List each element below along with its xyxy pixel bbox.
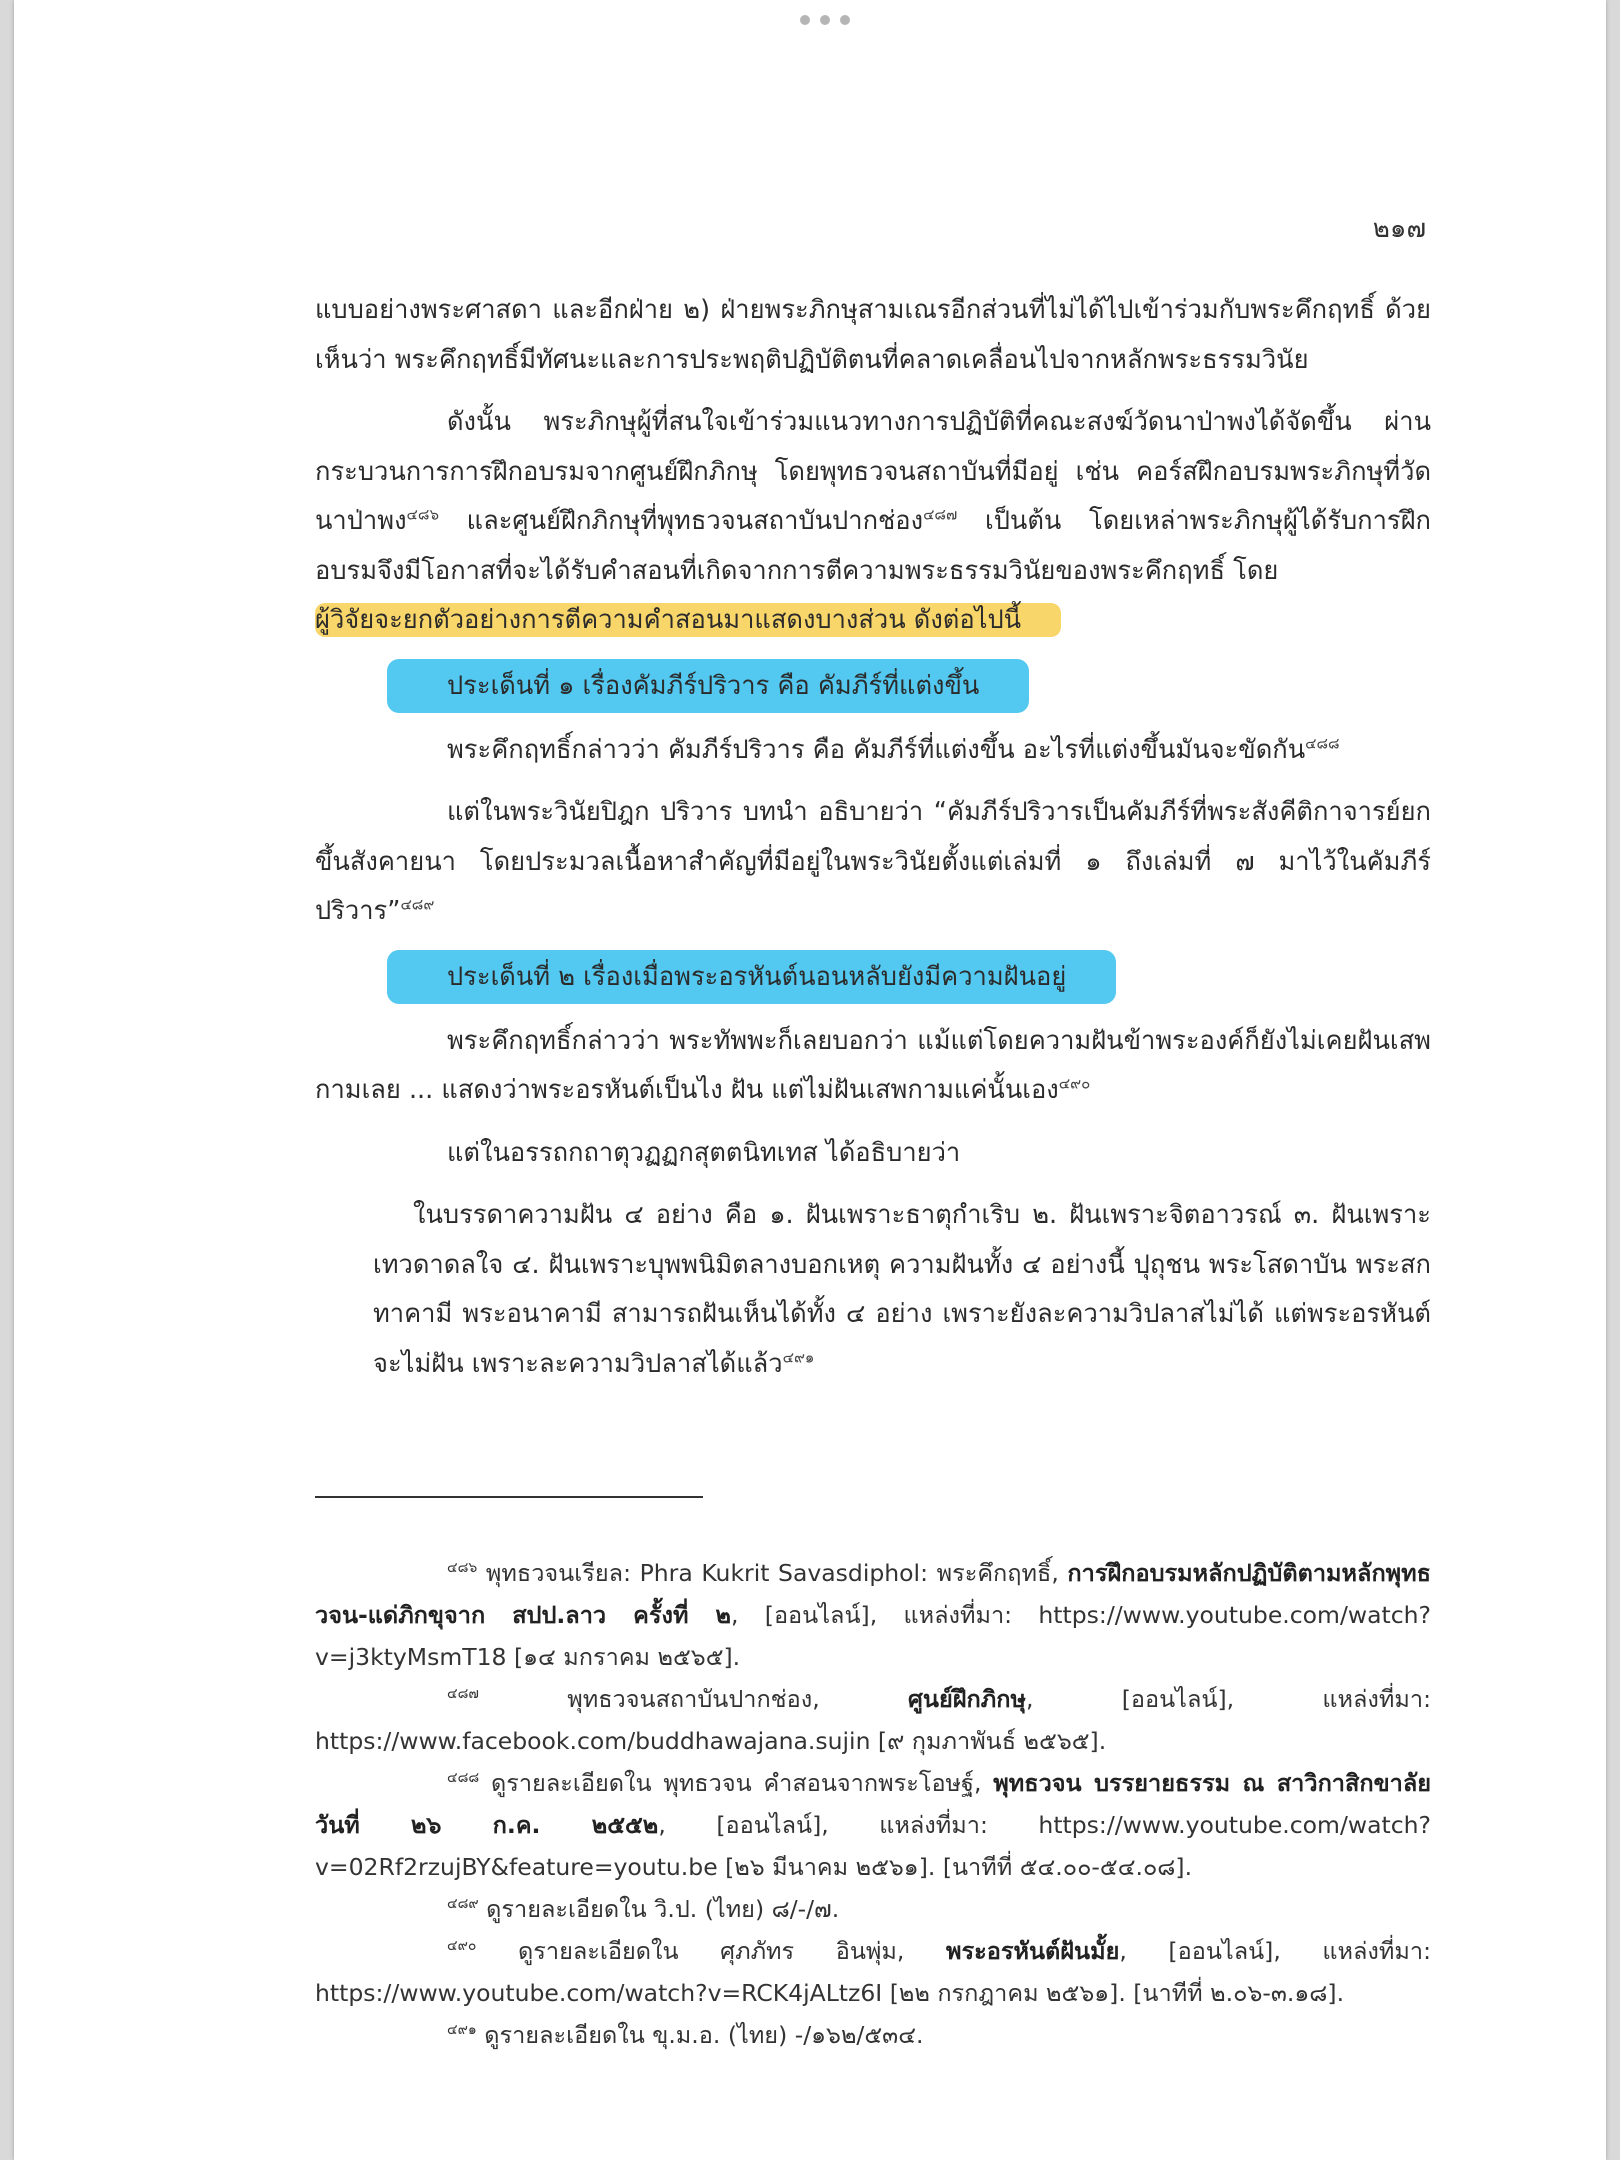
dot	[840, 15, 850, 25]
page-number: ๒๑๗	[1372, 214, 1426, 244]
footnote-mark: ๔๘๗	[447, 1686, 479, 1703]
footnote-ref[interactable]: ๔๘๗	[923, 505, 958, 524]
footnote-text: พุทธวจนเรียล: Phra Kukrit Savasdiphol: พระคึกฤทธิ์,	[477, 1559, 1068, 1587]
footnote-ref[interactable]: ๔๙๐	[1058, 1074, 1091, 1093]
footnote-title: ศูนย์ฝึกภิกษุ	[907, 1685, 1026, 1713]
footnote-text: , [ออนไลน์], แหล่งที่มา: https://www.youtube.com/watch?v=02Rf2rzujBY&feature=youtu.be [๒๖ มีนาคม ๒๕๖๑]. [นาทีที่ ๕๔.๐๐-๕๔.๐๘].	[315, 1811, 1431, 1881]
text-run: พระคึกฤทธิ์กล่าวว่า คัมภีร์ปริวาร คือ คัมภีร์ที่แต่งขึ้น อะไรที่แต่งขึ้นมันจะขัดกัน	[447, 734, 1306, 765]
footnote	[315, 1888, 1431, 1930]
footnote-text: , [ออนไลน์], แหล่งที่มา: https://www.youtube.com/watch?v=RCK4jALtz6I [๒๒ กรกฎาคม ๒๕๖๑]. [นาทีที่ ๒.๐๖-๓.๑๘].	[315, 1937, 1432, 2007]
more-options-icon[interactable]	[800, 8, 850, 32]
text-run: ในบรรดาความฝัน ๔ อย่าง คือ ๑. ฝันเพราะธาตุกำเริบ ๒. ฝันเพราะจิตอาวรณ์ ๓. ฝันเพราะเทวดาดลใจ ๔. ฝันเพราะบุพพนิมิตลางบอกเหตุ ความฝันทั้ง ๔ อย่างนี้ ปุถุชน พระโสดาบัน พระสกทาคามี พระอนาคามี สามารถฝันเห็นได้ทั้ง ๔ อย่าง เพราะยังละความวิปลาสไม่ได้ แต่พระอรหันต์จะไม่ฝัน เพราะละความวิปลาสได้แล้ว	[373, 1200, 1431, 1379]
paragraph	[315, 1017, 1431, 1116]
text-run: พระคึกฤทธิ์กล่าวว่า พระทัพพะก็เลยบอกว่า แม้แต่โดยความฝันข้าพระองค์ก็ยังไม่เคยฝันเสพกามเลย ... แสดงว่าพระอรหันต์เป็นไง ฝัน แต่ไม่ฝันเสพกามแค่นั้นเอง	[315, 1025, 1431, 1105]
text-run: ดังนั้น พระภิกษุผู้ที่สนใจเข้าร่วมแนวทางการปฏิบัติที่คณะสงฆ์วัดนาป่าพงได้จัดขึ้น ผ่านกระบวนการการฝึกอบรมจากศูนย์ฝึกภิกษุ โดยพุทธวจนสถาบันที่มีอยู่ เช่น คอร์สฝึกอบรมพระภิกษุที่วัดนาป่าพง	[315, 407, 1431, 536]
footnote-title: พุทธวจน บรรยายธรรม ณ สาวิกาสิกขาลัย วันที่ ๒๖ ก.ค. ๒๕๕๒	[315, 1769, 1431, 1839]
footnote-title: การฝึกอบรมหลักปฏิบัติตามหลักพุทธวจน-แด่ภิกขุจาก สปป.ลาว ครั้งที่ ๒	[315, 1559, 1431, 1629]
footnote	[315, 1930, 1431, 2014]
paragraph: แต่ในอรรถกถาตุวฏฏกสุตตนิทเทส ได้อธิบายว่า	[447, 1137, 961, 1168]
paragraph	[315, 726, 1431, 776]
footnote	[315, 1678, 1431, 1762]
footnote-mark: ๔๙๑	[447, 2022, 477, 2039]
paragraph	[315, 398, 1431, 646]
yellow-highlight: ผู้วิจัยจะยกตัวอย่างการตีความคำสอนมาแสดงบางส่วน ดังต่อไปนี้	[315, 603, 1061, 637]
footnote-text: ดูรายละเอียดใน ศุภภัทร อินพุ่ม,	[476, 1937, 946, 1965]
blue-highlight: ประเด็นที่ ๑ เรื่องคัมภีร์ปริวาร คือ คัมภีร์ที่แต่งขึ้น	[387, 659, 1029, 713]
text-run: และศูนย์ฝึกภิกษุที่พุทธวจนสถาบันปากช่อง	[438, 506, 924, 536]
footnote	[315, 1552, 1431, 1678]
dot	[820, 15, 830, 25]
paragraph: แบบอย่างพระศาสดา และอีกฝ่าย ๒) ฝ่ายพระภิกษุสามเณรอีกส่วนที่ไม่ได้ไปเข้าร่วมกับพระคึกฤทธิ์ ด้วยเห็นว่า พระคึกฤทธิ์มีทัศนะและการประพฤติปฏิบัติตนที่คลาดเคลื่อนไปจากหลักพระธรรมวินัย	[315, 295, 1431, 375]
footnote	[315, 1762, 1431, 1888]
section-heading-2	[315, 950, 1431, 1004]
section-heading-1	[315, 659, 1431, 713]
footnotes	[315, 1552, 1431, 2056]
body-text	[315, 286, 1431, 1389]
footnote-mark: ๔๘๘	[447, 1770, 480, 1787]
footnote-text: พุทธวจนสถาบันปากช่อง,	[478, 1685, 908, 1713]
block-quote	[373, 1191, 1431, 1389]
footnote-ref[interactable]: ๔๘๘	[1305, 734, 1340, 752]
footnote-text: ดูรายละเอียดใน ขุ.ม.อ. (ไทย) -/๑๖๒/๕๓๔.	[476, 2021, 924, 2049]
footnote-text: ดูรายละเอียดใน วิ.ป. (ไทย) ๘/-/๗.	[478, 1895, 840, 1923]
footnote-ref[interactable]: ๔๘๙	[400, 895, 435, 914]
footnote-ref[interactable]: ๔๘๖	[406, 505, 439, 524]
document-page	[14, 0, 1606, 2160]
footnote-text: , [ออนไลน์], แหล่งที่มา: https://www.youtube.com/watch?v=j3ktyMsmT18 [๑๔ มกราคม ๒๕๖๕].	[315, 1601, 1431, 1671]
footnote-divider	[315, 1496, 703, 1498]
paragraph	[315, 788, 1431, 937]
footnote-text: , [ออนไลน์], แหล่งที่มา: https://www.facebook.com/buddhawajana.sujin [๙ กุมภาพันธ์ ๒๕๖๕].	[315, 1685, 1431, 1755]
footnote-title: พระอรหันต์ฝันมั้ย	[945, 1937, 1120, 1965]
footnote-mark: ๔๘๙	[447, 1896, 479, 1913]
footnote-text: ดูรายละเอียดใน พุทธวจน คำสอนจากพระโอษฐ์,	[479, 1769, 994, 1797]
footnote	[315, 2014, 1431, 2056]
text-run: แต่ในพระวินัยปิฎก ปริวาร บทนำ อธิบายว่า “คัมภีร์ปริวารเป็นคัมภีร์ที่พระสังคีติกาจารย์ยกขึ้นสังคายนา โดยประมวลเนื้อหาสำคัญที่มีอยู่ในพระวินัยตั้งแต่เล่มที่ ๑ ถึงเล่มที่ ๗ มาไว้ในคัมภีร์ปริวาร”	[315, 797, 1431, 926]
footnote-mark: ๔๙๐	[447, 1938, 477, 1955]
footnote-mark: ๔๘๖	[447, 1560, 478, 1577]
footnote-ref[interactable]: ๔๙๑	[782, 1348, 815, 1366]
blue-highlight: ประเด็นที่ ๒ เรื่องเมื่อพระอรหันต์นอนหลับยังมีความฝันอยู่	[387, 950, 1116, 1004]
text-run: เป็นต้น โดยเหล่าพระภิกษุผู้ได้รับการฝึกอบรมจึงมีโอกาสที่จะได้รับคำสอนที่เกิดจากการตีความพระธรรมวินัยของพระคึกฤทธิ์ โดย	[315, 506, 1431, 586]
dot	[800, 15, 810, 25]
